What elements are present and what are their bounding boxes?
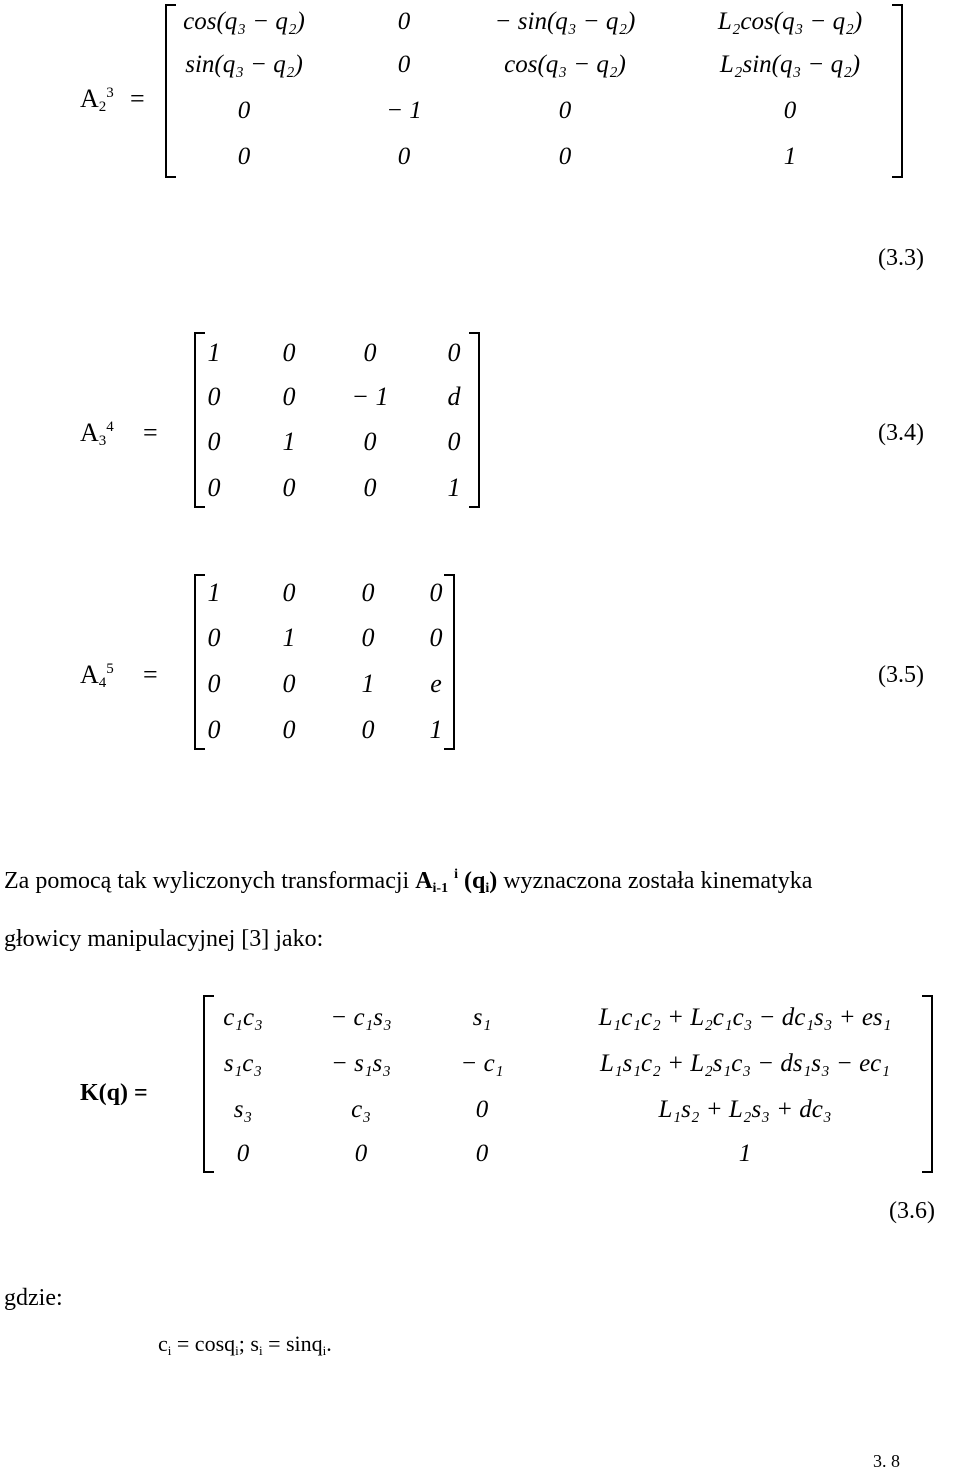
eq34-cell-r3-c1: 0 <box>207 427 221 456</box>
eq33-cell-r1-c4: L₂cos(q₃ − q₂) <box>717 8 863 35</box>
eq34-right-bracket <box>469 332 480 508</box>
eq34-cell-r2-c2: 0 <box>282 382 296 411</box>
transform-symbol: $A_{i-1}$ $^i$ $(q_i)$ <box>415 867 498 896</box>
eq33-cell-r2-c2: 0 <box>397 51 411 78</box>
eq34-cell-r4-c2: 0 <box>282 473 296 502</box>
eq34-left-bracket <box>194 332 205 508</box>
eq36-right-bracket <box>922 995 933 1173</box>
eq36-cell-r1-c1: c₁c₃ <box>223 1004 263 1031</box>
eq33-cell-r4-c4: 1 <box>783 143 797 170</box>
eq33-cell-r2-c4: L₂sin(q₃ − q₂) <box>719 51 861 78</box>
eq36-cell-r4-c2: 0 <box>354 1140 368 1167</box>
eq33-number: (3.3) <box>878 245 924 271</box>
eq36-cell-r1-c3: s₁ <box>472 1004 492 1031</box>
eq36-cell-r2-c2: − s₁s₃ <box>331 1050 391 1077</box>
eq33-cell-r4-c2: 0 <box>397 143 411 170</box>
eq36-cell-r4-c3: 0 <box>475 1140 489 1167</box>
eq36-cell-r4-c1: 0 <box>236 1140 250 1167</box>
eq34-cell-r4-c1: 0 <box>207 473 221 502</box>
eq36-cell-r3-c3: 0 <box>475 1096 489 1123</box>
eq35-cell-r1-c2: 0 <box>282 578 296 607</box>
eq34-cell-r1-c3: 0 <box>363 338 377 367</box>
eq35-right-bracket <box>444 574 455 750</box>
page-number: 3. 8 <box>873 1451 900 1471</box>
eq35-cell-r1-c1: 1 <box>207 578 221 607</box>
eq36-lhs: K(q) = <box>80 1080 148 1106</box>
eq33-cell-r1-c3: − sin(q₃ − q₂) <box>494 8 636 35</box>
eq36-cell-r3-c1: s₃ <box>233 1096 253 1123</box>
eq34-cell-r3-c4: 0 <box>447 427 461 456</box>
eq35-cell-r2-c2: 1 <box>282 623 296 652</box>
eq35-cell-r3-c4: e <box>430 669 442 698</box>
eq34-number: (3.4) <box>878 420 924 446</box>
eq35-cell-r1-c4: 0 <box>429 578 443 607</box>
eq34-lhs: $A_3^4$ <box>80 418 114 449</box>
eq35-cell-r4-c1: 0 <box>207 715 221 744</box>
eq33-cell-r3-c2: − 1 <box>386 97 422 124</box>
eq33-cell-r4-c1: 0 <box>237 143 251 170</box>
eq35-left-bracket <box>194 574 205 750</box>
eq35-cell-r3-c2: 0 <box>282 669 296 698</box>
eq36-number: (3.6) <box>889 1198 935 1224</box>
eq35-cell-r2-c1: 0 <box>207 623 221 652</box>
eq33-cell-r2-c1: sin(q₃ − q₂) <box>185 51 303 78</box>
eq34-cell-r1-c2: 0 <box>282 338 296 367</box>
eq36-cell-r2-c1: s₁c₃ <box>223 1050 263 1077</box>
definitions-line: $c_i = \cos q_i$; $s_i = \sin q_i$. <box>158 1331 332 1358</box>
eq35-equals: = <box>143 660 158 689</box>
eq36-cell-r1-c2: − c₁s₃ <box>330 1004 392 1031</box>
eq33-cell-r2-c3: cos(q₃ − q₂) <box>504 51 626 78</box>
eq33-lhs: $A_2^3$ <box>80 84 114 115</box>
eq33-right-bracket <box>892 4 903 178</box>
eq35-cell-r3-c1: 0 <box>207 669 221 698</box>
eq34-cell-r2-c3: − 1 <box>351 382 389 411</box>
eq33-cell-r4-c3: 0 <box>558 143 572 170</box>
eq33-left-bracket <box>165 4 176 178</box>
eq35-cell-r1-c3: 0 <box>361 578 375 607</box>
eq34-cell-r2-c4: d <box>447 382 461 411</box>
eq34-cell-r2-c1: 0 <box>207 382 221 411</box>
eq35-cell-r2-c3: 0 <box>361 623 375 652</box>
eq33-cell-r1-c1: cos(q₃ − q₂) <box>183 8 305 35</box>
eq35-lhs: $A_4^5$ <box>80 660 114 691</box>
eq33-cell-r3-c1: 0 <box>237 97 251 124</box>
eq33-cell-r3-c3: 0 <box>558 97 572 124</box>
eq35-cell-r4-c4: 1 <box>429 715 443 744</box>
eq36-cell-r3-c2: c₃ <box>351 1096 371 1123</box>
eq33-equals: = <box>130 84 145 113</box>
eq35-cell-r4-c3: 0 <box>361 715 375 744</box>
eq36-cell-r1-c4: L₁c₁c₂ + L₂c₁c₃ − dc₁s₃ + es₁ <box>598 1004 892 1031</box>
eq34-cell-r1-c4: 0 <box>447 338 461 367</box>
eq36-left-bracket <box>203 995 214 1173</box>
eq36-cell-r2-c3: − c₁ <box>460 1050 504 1077</box>
eq34-cell-r3-c2: 1 <box>282 427 296 456</box>
eq35-cell-r4-c2: 0 <box>282 715 296 744</box>
eq35-cell-r3-c3: 1 <box>361 669 375 698</box>
eq33-cell-r1-c2: 0 <box>397 8 411 35</box>
body-paragraph <box>4 850 812 964</box>
eq34-cell-r4-c4: 1 <box>447 473 461 502</box>
eq35-cell-r2-c4: 0 <box>429 623 443 652</box>
paragraph-line-1: Za pomocą tak wyliczonych transformacji $A_{i-1}$ $^i$ $(q_i)$ wyznaczona została kinematyka <box>4 867 813 896</box>
gdzie-label: gdzie: <box>4 1285 63 1311</box>
eq34-equals: = <box>143 418 158 447</box>
eq36-cell-r2-c4: L₁s₁c₂ + L₂s₁c₃ − ds₁s₃ − ec₁ <box>600 1050 890 1077</box>
eq34-cell-r3-c3: 0 <box>363 427 377 456</box>
eq35-number: (3.5) <box>878 662 924 688</box>
eq33-cell-r3-c4: 0 <box>783 97 797 124</box>
paragraph-line-2: głowicy manipulacyjnej [3] jako: <box>4 926 324 952</box>
eq36-cell-r4-c4: 1 <box>738 1140 752 1167</box>
eq36-cell-r3-c4: L₁s₂ + L₂s₃ + dc₃ <box>658 1096 832 1123</box>
eq34-cell-r1-c1: 1 <box>207 338 221 367</box>
eq34-cell-r4-c3: 0 <box>363 473 377 502</box>
